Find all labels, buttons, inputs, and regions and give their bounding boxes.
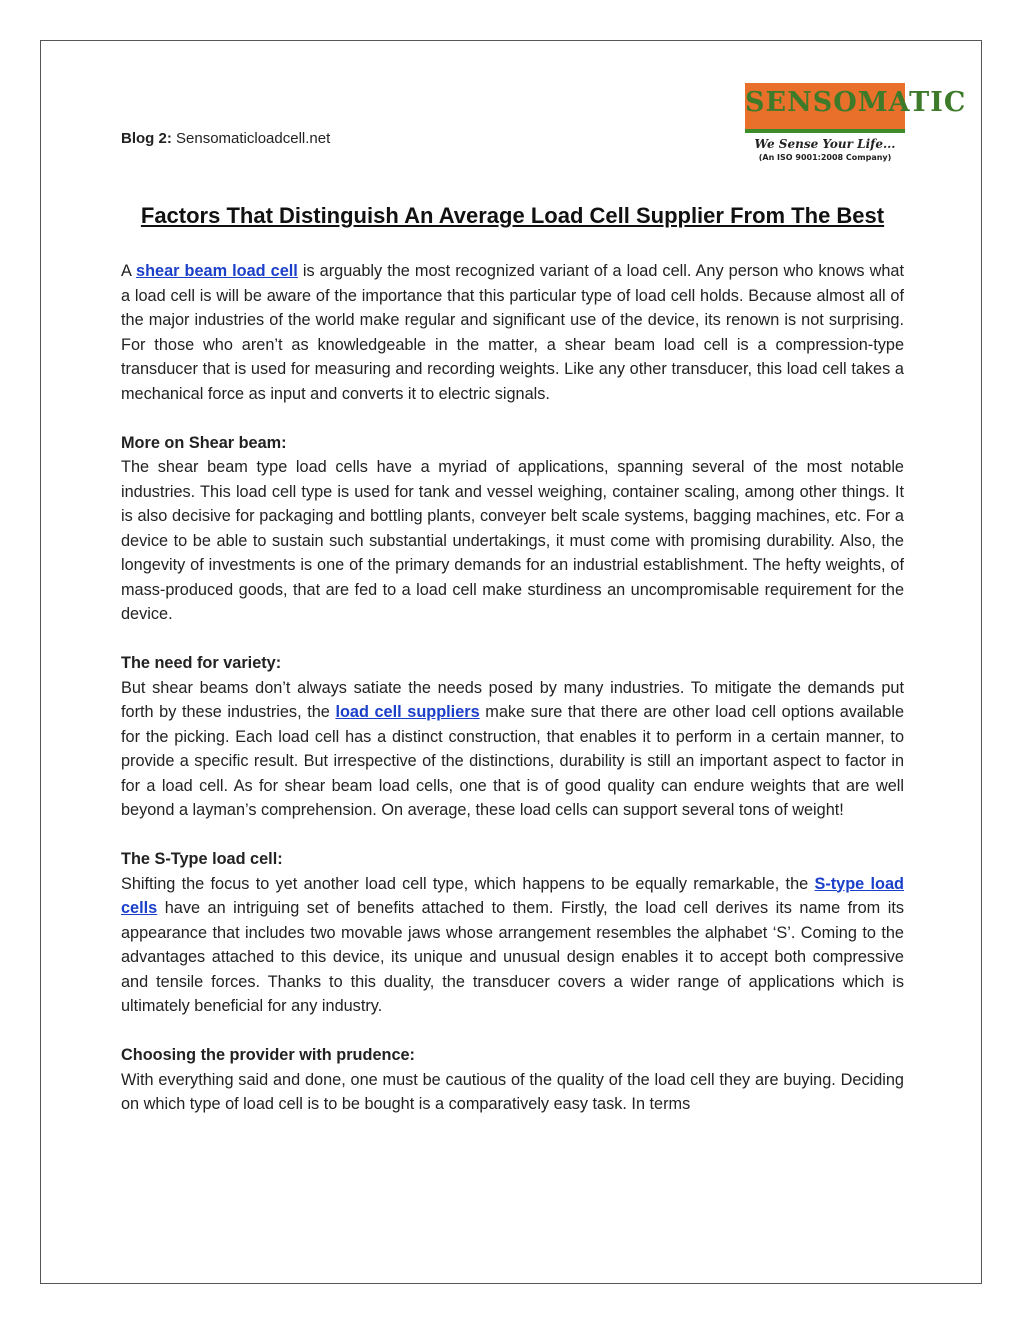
section-text-variety: [121, 676, 904, 823]
blog-label-bold: Blog 2:: [121, 130, 172, 147]
section-heading-variety: The need for variety:: [121, 654, 282, 672]
section-heading-provider: Choosing the provider with prudence:: [121, 1046, 415, 1064]
section-heading-shear-beam: More on Shear beam:: [121, 433, 287, 452]
section-text-shear-beam: The shear beam type load cells have a myriad of applications, spanning several of the most notable industries. This load cell type is used for tank and vessel weighing, container scaling, among other things. It is also decisive for packaging and bottling plants, conveyer belt scale systems, bagging machines, etc. For a device to be able to sustain such substantial undertakings, it must come with promising durability. Also, the longevity of investments is one of the primary demands for an industrial establishment. The hefty weights, of mass-produced goods, that are fed to a load cell make sturdiness an uncompromisable requirement for the device.: [121, 458, 904, 623]
variety-pre: But shear beams don’t always satiate the needs posed by many industries. To mitigate the demands put forth by these industries, the: [121, 678, 904, 721]
logo-banner: [745, 83, 967, 129]
logo-divider: [745, 129, 905, 133]
s-type-load-cells-link[interactable]: S-type load cells: [121, 874, 904, 917]
sensomatic-logo: [745, 83, 967, 175]
s-type-pre: Shifting the focus to yet another load cell type, which happens to be equally remarkable, the: [121, 874, 815, 893]
section-heading-s-type: The S-Type load cell:: [121, 850, 283, 868]
section-text-s-type: [121, 872, 904, 1019]
shear-beam-link[interactable]: shear beam load cell: [136, 262, 298, 280]
page-title: Factors That Distinguish An Average Load Cell Supplier From The Best: [140, 203, 885, 228]
section-text-provider: With everything said and done, one must be cautious of the quality of the load cell they are buying. Deciding on which type of load cell is to be bought is a comparatively easy task. In terms: [121, 1070, 904, 1113]
article-body: [121, 259, 904, 1117]
intro-post: is arguably the most recognized variant of a load cell. Any person who knows what a load cell is will be aware of the importance that this particular type of load cell holds. Because almost all of the major industries of the world make regular and significant use of the device, its renown is not surprising. For those who aren’t as knowledgeable in the matter, a shear beam load cell is a compression-type transducer that is used for measuring and recording weights. Like any other transducer, this load cell takes a mechanical force as input and converts it to electric signals.: [121, 262, 905, 403]
load-cell-suppliers-link[interactable]: load cell suppliers: [335, 703, 480, 721]
intro-paragraph: [121, 259, 904, 406]
variety-post: make sure that there are other load cell options available for the picking. Each load cell has a distinct construction, that enables it to perform in a certain manner, to provide a specific result. But irrespective of the distinctions, durability is still an important aspect to factor in for a load cell. As for shear beam load cells, one that is of good quality can endure weights that are well beyond a layman’s comprehension. On average, these load cells can support several tons of weight!: [121, 703, 905, 819]
logo-tagline: We Sense Your Life...: [754, 137, 896, 151]
intro-pre: A: [121, 262, 137, 280]
blog-label: [121, 130, 330, 147]
logo-iso: (An ISO 9001:2008 Company): [758, 153, 892, 162]
s-type-post: have an intriguing set of benefits attached to them. Firstly, the load cell derives its name from its appearance that includes two movable jaws whose arrangement resembles the alphabet ‘S’. Coming to the advantages attached to this device, its unique and unusual design enables it to accept both compressive and tensile forces. Thanks to this duality, the transducer covers a wider range of applications which is ultimately beneficial for any industry.: [121, 899, 904, 1015]
logo-brand: SENSOMATIC: [745, 87, 967, 118]
blog-label-site: Sensomaticloadcell.net: [176, 130, 331, 147]
